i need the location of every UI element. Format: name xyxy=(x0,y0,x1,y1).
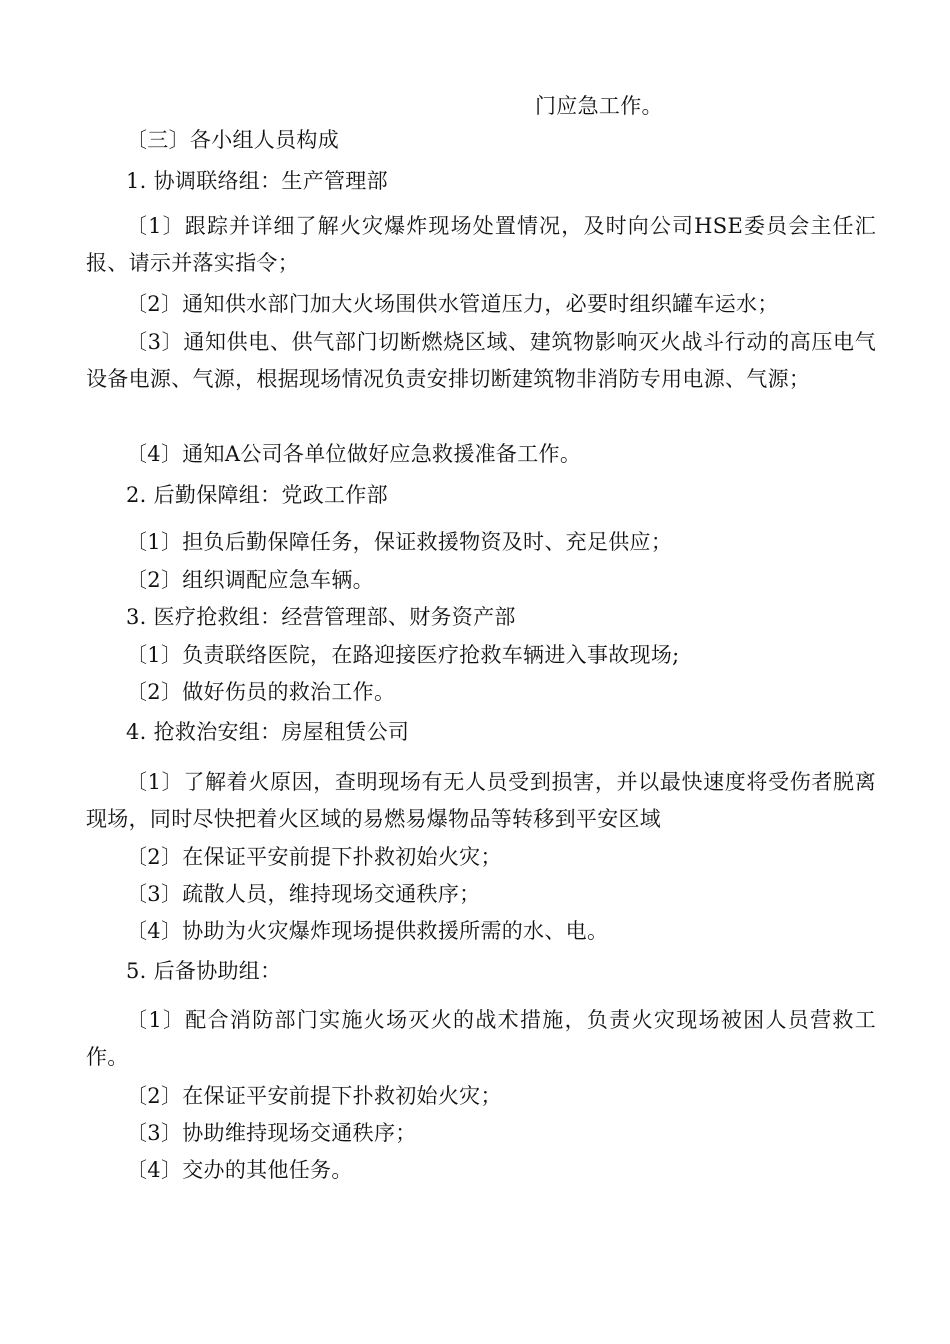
paragraph: 〔2〕做好伤员的救治工作。 xyxy=(126,680,396,704)
paragraph: 〔3〕通知供电、供气部门切断燃烧区域、建筑物影响灭火战斗行动的高压电气设备电源、气源，根据现场情况负责安排切断建筑物非消防专用电源、气源； xyxy=(86,330,876,391)
group-title-medical: 3. 医疗抢救组：经营管理部、财务资产部 xyxy=(126,605,516,629)
continuation-text: 门应急工作。 xyxy=(535,94,663,118)
paragraph: 〔4〕通知A公司各单位做好应急救援准备工作。 xyxy=(126,442,582,466)
paragraph: 〔1〕了解着火原因，查明现场有无人员受到损害，并以最快速度将受伤者脱离现场，同时尽快把着火区域的易燃易爆物品等转移到平安区域 xyxy=(86,770,876,831)
paragraph: 〔1〕配合消防部门实施火场灭火的战术措施，负责火灾现场被困人员营救工作。 xyxy=(86,1008,876,1069)
group-title-logistics: 2. 后勤保障组：党政工作部 xyxy=(126,483,388,507)
group-title-security: 4. 抢救治安组：房屋租赁公司 xyxy=(126,720,410,744)
paragraph: 〔3〕疏散人员，维持现场交通秩序； xyxy=(126,882,481,906)
paragraph: 〔2〕组织调配应急车辆。 xyxy=(126,568,374,592)
paragraph: 〔4〕协助为火灾爆炸现场提供救援所需的水、电。 xyxy=(126,919,609,943)
paragraph: 〔4〕交办的其他任务。 xyxy=(126,1158,353,1182)
group-title-backup: 5. 后备协助组： xyxy=(126,959,282,983)
paragraph: 〔1〕担负后勤保障任务，保证救援物资及时、充足供应； xyxy=(126,530,673,554)
group-title-coordination: 1. 协调联络组：生产管理部 xyxy=(126,169,388,193)
paragraph: 〔2〕在保证平安前提下扑救初始火灾； xyxy=(126,1084,502,1108)
paragraph: 〔3〕协助维持现场交通秩序； xyxy=(126,1121,417,1145)
paragraph: 〔1〕负责联络医院，在路迎接医疗抢救车辆进入事故现场; xyxy=(126,643,680,667)
paragraph: 〔1〕跟踪并详细了解火灾爆炸现场处置情况，及时向公司HSE委员会主任汇报、请示并落实指令； xyxy=(86,214,876,275)
paragraph: 〔2〕通知供水部门加大火场围供水管道压力，必要时组织罐车运水； xyxy=(126,292,779,316)
paragraph: 〔2〕在保证平安前提下扑救初始火灾； xyxy=(126,845,502,869)
section-heading: 〔三〕各小组人员构成 xyxy=(126,128,339,152)
